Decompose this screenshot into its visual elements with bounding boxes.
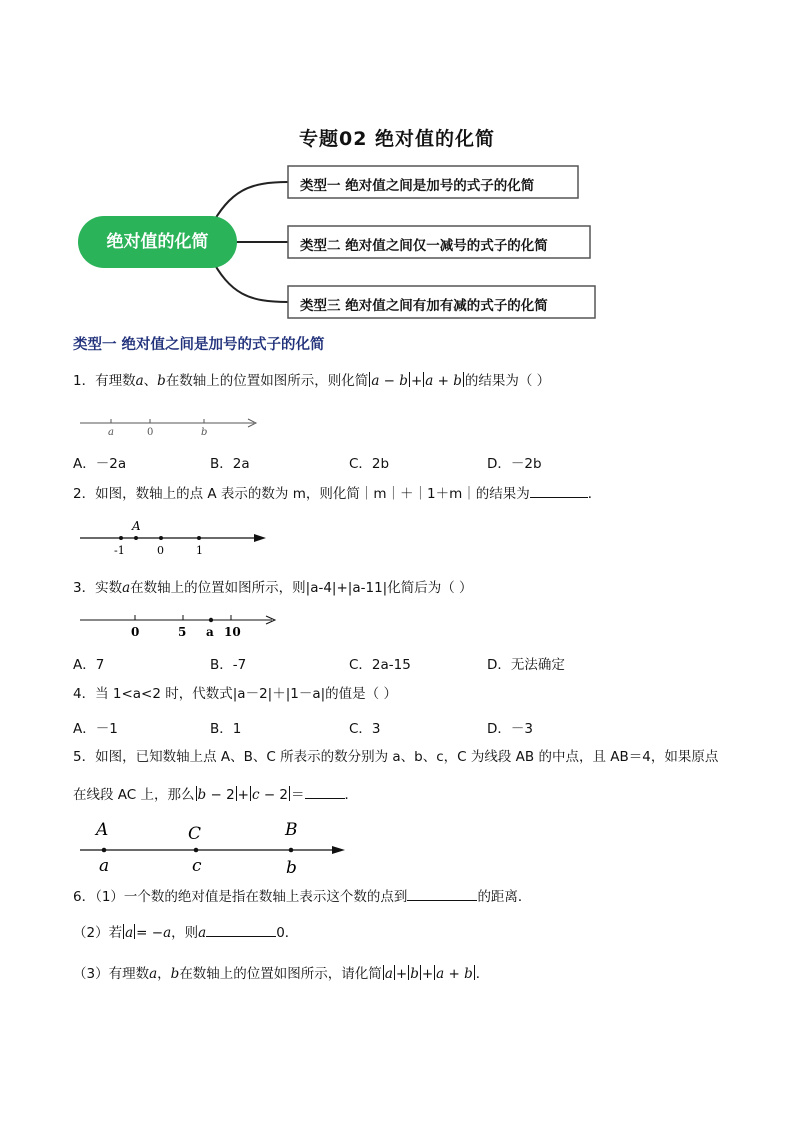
value-a-label: a	[99, 856, 110, 876]
point-A-label: A	[132, 519, 141, 533]
q1-option-a[interactable]: A．－2a	[73, 456, 127, 472]
answer-blank	[407, 886, 477, 901]
mind-map	[0, 0, 794, 330]
axis-label-0: 0	[147, 427, 154, 438]
question-5-line-2: 在线段 AC 上，那么 b − 2 + c − 2 ＝ ．	[73, 784, 358, 805]
question-2: 2．如图，数轴上的点 A 表示的数为 m，则化简｜m｜＋｜1＋m｜的结果为 ．	[73, 483, 601, 504]
mindmap-branch-1: 类型一 绝对值之间是加号的式子的化简	[300, 178, 535, 194]
q4-option-a[interactable]: A．－1	[73, 721, 118, 737]
axis-label-b: b	[201, 427, 208, 438]
tick-neg1: -1	[114, 544, 125, 557]
q1-option-c[interactable]: C．2b	[349, 456, 390, 472]
tick-5: 5	[178, 625, 187, 639]
value-c-label: c	[192, 856, 202, 876]
answer-blank	[305, 784, 345, 799]
mindmap-branch-2: 类型二 绝对值之间仅一减号的式子的化简	[300, 238, 548, 254]
question-3: 3．实数a在数轴上的位置如图所示，则|a-4|+|a-11|化简后为（ ）	[73, 580, 473, 596]
question-6-part-1: 6．（1）一个数的绝对值是指在数轴上表示这个数的点到 的距离．	[73, 886, 531, 907]
question-4: 4．当 1<a<2 时，代数式|a－2|＋|1－a|的值是（ ）	[73, 686, 397, 702]
q1-option-d[interactable]: D．－2b	[487, 456, 542, 472]
mindmap-center-label: 绝对值的化简	[106, 232, 209, 252]
section-heading: 类型一 绝对值之间是加号的式子的化简	[73, 337, 325, 353]
tick-0: 0	[131, 625, 140, 639]
q4-option-b[interactable]: B．1	[210, 721, 242, 737]
answer-blank	[530, 483, 588, 498]
q3-option-c[interactable]: C．2a-15	[349, 657, 411, 673]
value-b-label: b	[286, 858, 297, 877]
q3-option-b[interactable]: B．-7	[210, 657, 247, 673]
point-a-label: a	[206, 625, 214, 639]
question-5-line-1: 5．如图，已知数轴上点 A、B、C 所表示的数分别为 a、b、c，C 为线段 AB 的中点，且 AB＝4，如果原点	[73, 749, 719, 765]
number-line-q3	[78, 608, 283, 642]
tick-1: 1	[196, 544, 203, 557]
point-A-label: A	[96, 820, 109, 840]
q4-option-d[interactable]: D．－3	[487, 721, 533, 737]
q4-option-c[interactable]: C．3	[349, 721, 381, 737]
page-title: 专题02 绝对值的化简	[298, 128, 496, 150]
q3-option-a[interactable]: A．7	[73, 657, 105, 673]
answer-blank	[206, 922, 276, 937]
point-C-label: C	[188, 824, 202, 844]
axis-label-a: a	[108, 427, 114, 438]
q1-option-b[interactable]: B．2a	[210, 456, 250, 472]
tick-10: 10	[224, 625, 241, 639]
number-line-q1	[78, 413, 263, 439]
number-line-q2	[78, 516, 273, 560]
question-6-part-3: （3）有理数a，b在数轴上的位置如图所示，请化简 a + b + a + b ．	[73, 966, 490, 982]
mindmap-branch-3: 类型三 绝对值之间有加有减的式子的化简	[300, 298, 548, 314]
tick-0: 0	[157, 544, 164, 557]
question-1: 1．有理数a、b在数轴上的位置如图所示，则化简 a − b + a + b 的结果为（ ）	[73, 373, 551, 389]
point-B-label: B	[285, 820, 298, 840]
number-line-q5	[78, 815, 353, 877]
question-6-part-2: （2）若 a = −a，则a 0．	[73, 922, 298, 943]
q3-option-d[interactable]: D．无法确定	[487, 657, 565, 673]
